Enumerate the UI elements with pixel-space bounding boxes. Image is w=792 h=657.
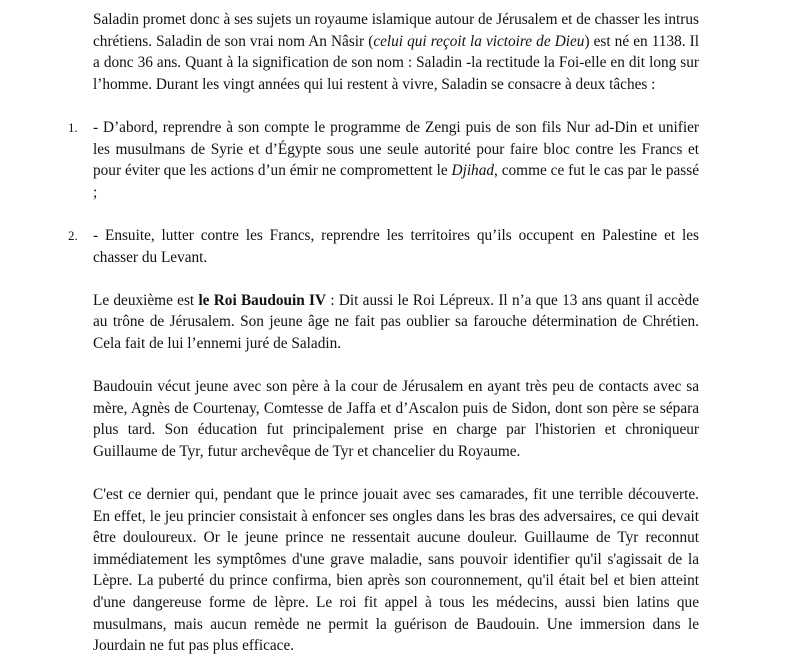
text-run: - D’abord, reprendre à son compte le programme de Zengi puis de son fils Nur ad-Din et unifier les musulmans de Syrie et d’Égypte sous une seule autorité pour faire bloc contre les Francs et pour éviter que les actions d’un émir ne compromettent le (93, 118, 699, 180)
list-item (68, 117, 699, 203)
paragraph-childhood: Baudouin vécut jeune avec son père à la cour de Jérusalem en ayant très peu de contacts avec sa mère, Agnès de Courtenay, Comtesse de Jaffa et d’Ascalon puis de Sidon, dont son père se sépara plus tard. Son éducation fut principalement prise en charge par l'historien et chroniqueur Guillaume de Tyr, futur archevêque de Tyr et chancelier du Royaume. (93, 378, 699, 460)
list-number: 2. (68, 227, 78, 243)
text-run: ) est né en 1138. Il a donc 36 ans. Quant à la signification de son nom : Saladin -la rectitude la Foi-elle en dit long sur l’homme. Durant les vingt années qui lui restent à vivre, Saladin se consacre à deux tâches : (93, 32, 700, 93)
text-run: : Dit aussi le Roi Lépreux. Il n’a que 13 ans quant il accède au trône de Jérusalem. Son jeune âge ne fait pas oublier sa farouche détermination de Chrétien. Cela fait de lui l’ennemi juré de Saladin. (93, 291, 699, 352)
italic-run: Djihad (451, 162, 495, 180)
paragraph-baudouin (93, 290, 699, 355)
list-number: 1. (68, 119, 78, 135)
text-run: , comme ce fut le cas par le passé ; (93, 162, 699, 201)
bold-run: le Roi Baudouin IV (198, 291, 327, 309)
text-run: Le deuxième est (93, 291, 199, 309)
paragraph-saladin (93, 9, 699, 95)
text-run: Saladin promet donc à ses sujets un royaume islamique autour de Jérusalem et de chasser les intrus chrétiens. Saladin de son vrai nom An Nâsir ( (93, 11, 699, 50)
italic-run: celui qui reçoit la victoire de Dieu (373, 32, 585, 50)
text-run: - Ensuite, lutter contre les Francs, reprendre les territoires qu’ils occupent en Palestine et les chasser du Levant. (93, 226, 699, 266)
document-page (68, 9, 700, 657)
paragraph-discovery: C'est ce dernier qui, pendant que le prince jouait avec ses camarades, fit une terrible découverte. En effet, le jeu princier consistait à enfoncer ses ongles dans les bras des adversaires, ce qui devait être douloureux. Or le jeune prince ne ressentait aucune douleur. Guillaume de Tyr reconnut immédiatement les symptômes d'une grave maladie, sans pouvoir identifier qu'il s'agissait de la Lèpre. La puberté du prince confirma, bien après son couronnement, qu'il était bel et bien atteint d'une dangereuse forme de lèpre. Le roi fit appel à tous les médecins, aussi bien latins que musulmans, mais aucun remède ne permit la guérison de Baudouin. Une immersion dans le Jourdain ne fut pas plus efficace. (93, 486, 699, 655)
list-item (68, 225, 699, 268)
